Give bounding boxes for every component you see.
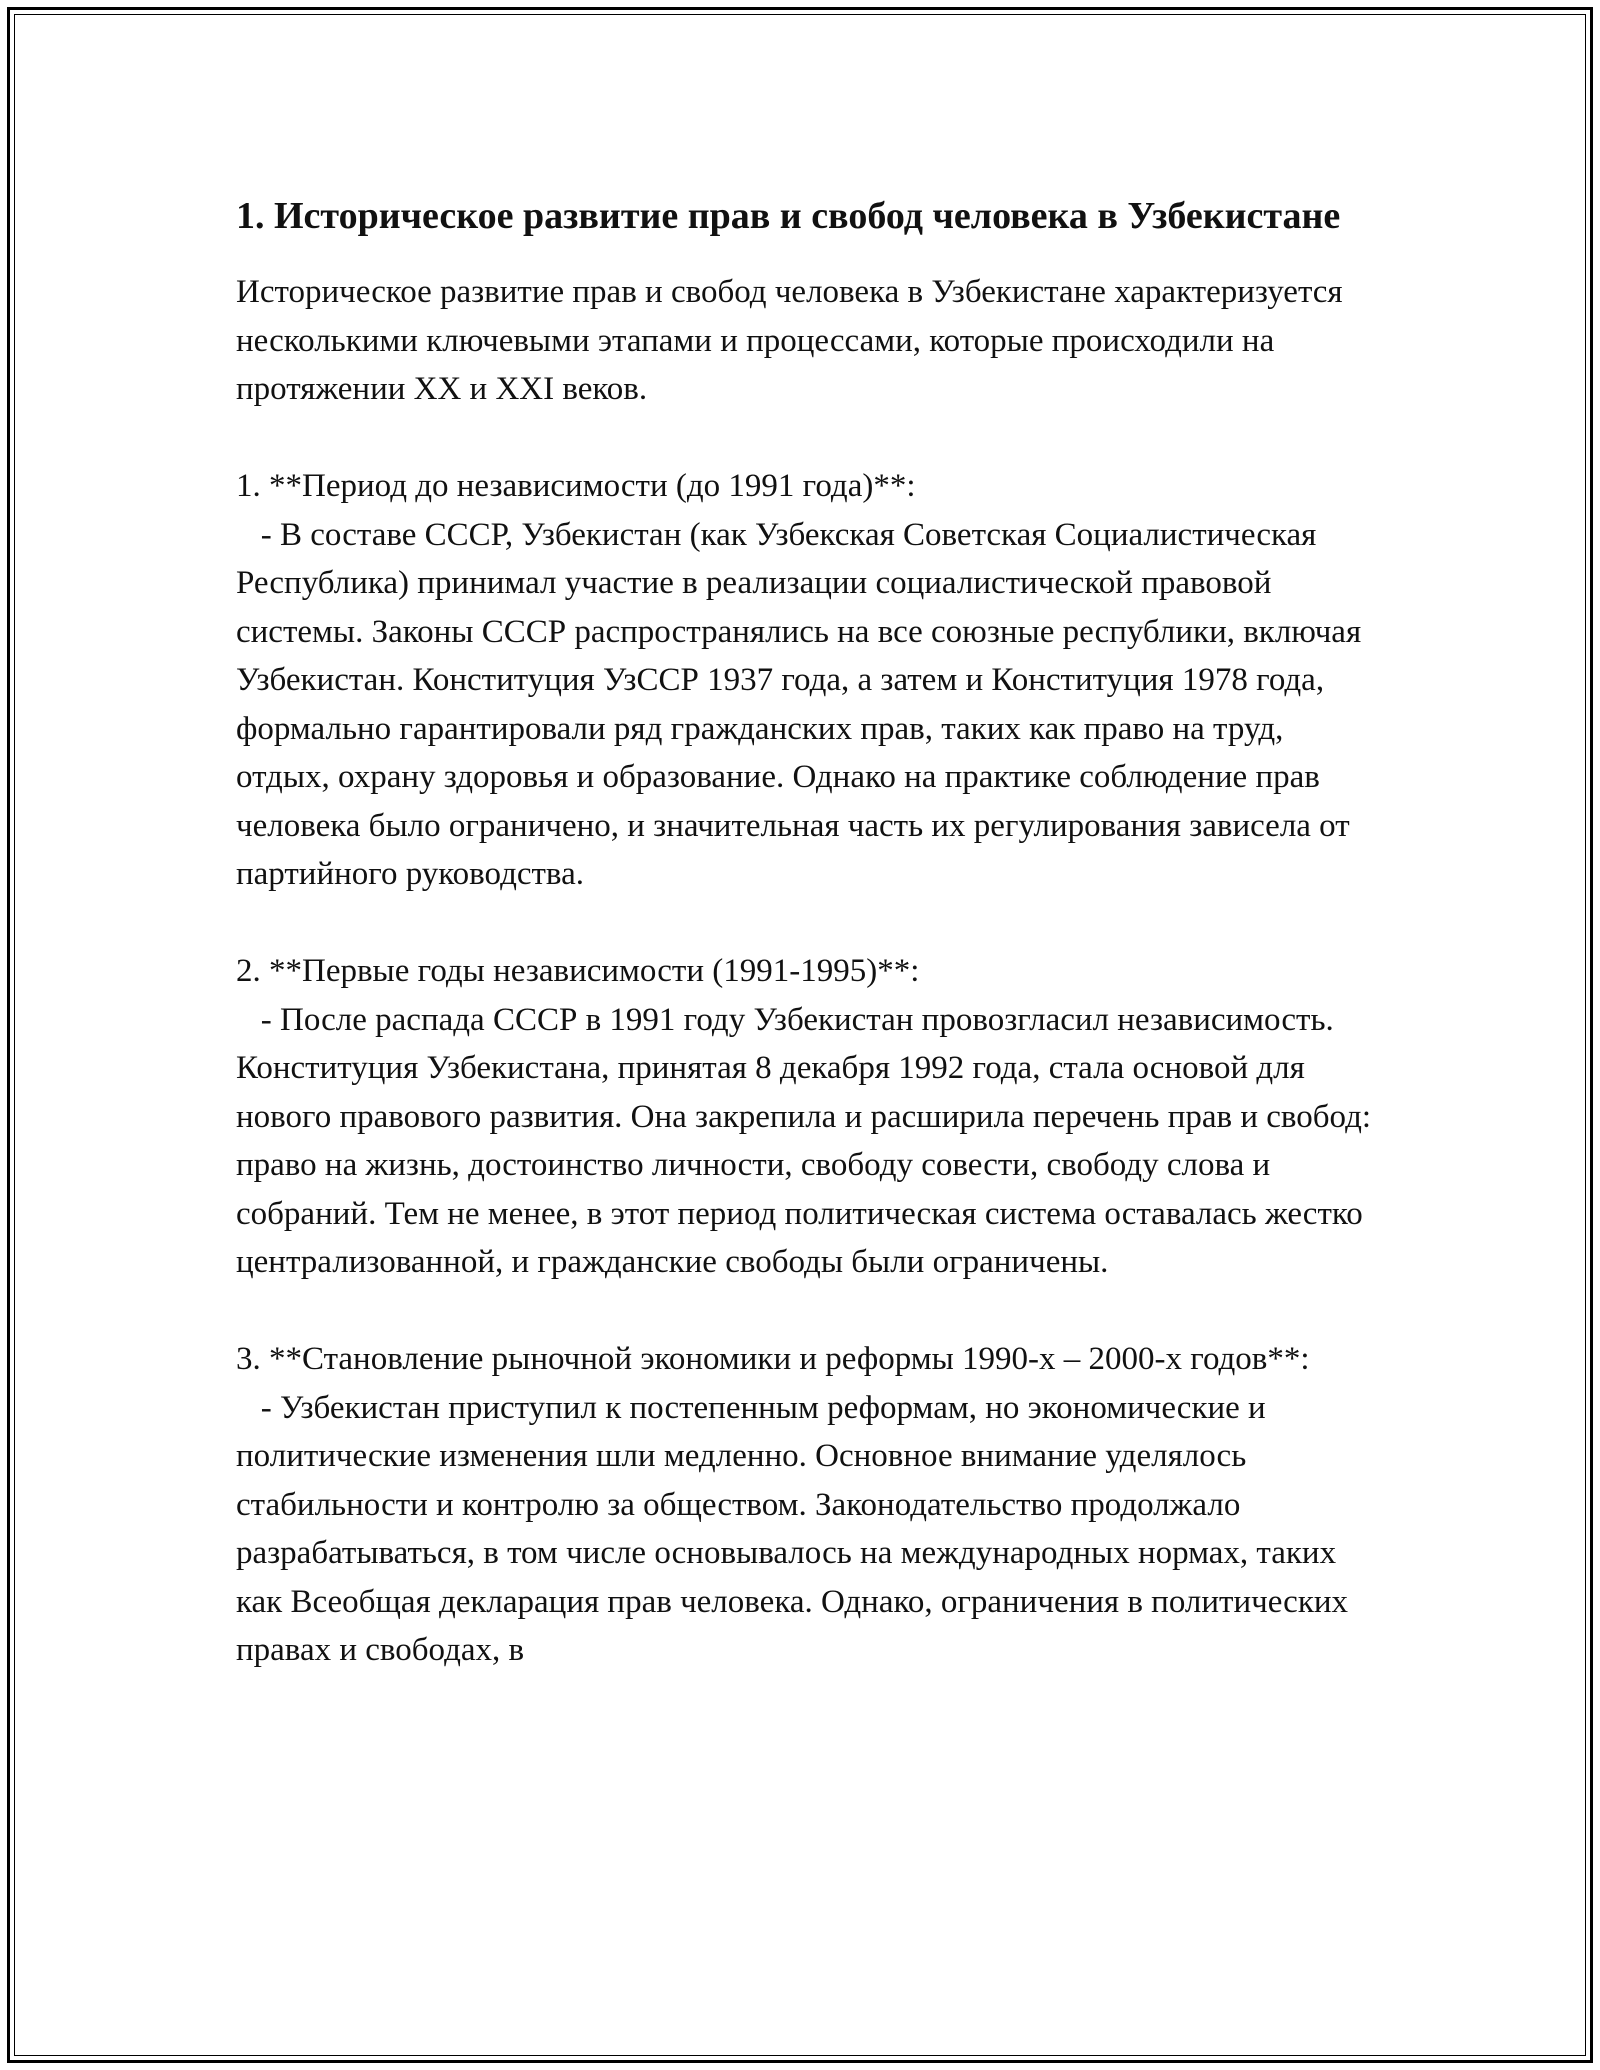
document-title: 1. Историческое развитие прав и свобод человека в Узбекистане [236,195,1341,237]
document-content [236,188,1380,1675]
paragraph-spacer [236,414,1376,463]
section-3-body: - Узбекистан приступил к постепенным реформам, но экономические и политические изменения шли медленно. Основное внимание уделялось стабильности и контролю за обществом. Законодательство продолжало разрабатываться, в том числе основывалось на международных нормах, таких как Всеобщая декларация прав человека. Однако, ограничения в политических правах и свободах, в [236,1389,1357,1668]
section-3-heading: 3. **Становление рыночной экономики и реформы 1990-х – 2000-х годов**: [236,1341,1310,1377]
paragraph-spacer [236,1287,1376,1336]
intro-paragraph: Историческое развитие прав и свобод человека в Узбекистане характеризуется несколькими ключевыми этапами и процессами, которые происходили на протяжении XX и XXI веков. [236,274,1351,407]
section-1-heading: 1. **Период до независимости (до 1991 года)**: [236,468,916,504]
section-1-body: - В составе СССР, Узбекистан (как Узбекская Советская Социалистическая Республика) принимал участие в реализации социалистической правовой системы. Законы СССР распространялись на все союзные республики, включая Узбекистан. Конституция УзССР 1937 года, а затем и Конституция 1978 года, формально гарантировали ряд гражданских прав, таких как право на труд, отдых, охрану здоровья и образование. Однако на практике соблюдение прав человека было ограничено, и значительная часть их регулирования зависела от партийного руководства. [236,516,1370,892]
section-2-heading: 2. **Первые годы независимости (1991-1995)**: [236,953,920,989]
section-2-body: - После распада СССР в 1991 году Узбекистан провозгласил независимость. Конституция Узбекистана, принятая 8 декабря 1992 года, стала основой для нового правового развития. Она закрепила и расширила перечень прав и свобод: право на жизнь, достоинство личности, свободу совести, свободу слова и собраний. Тем не менее, в этот период политическая система оставалась жестко централизованной, и гражданские свободы были ограничены. [236,1001,1380,1280]
paragraph-spacer [236,899,1376,948]
